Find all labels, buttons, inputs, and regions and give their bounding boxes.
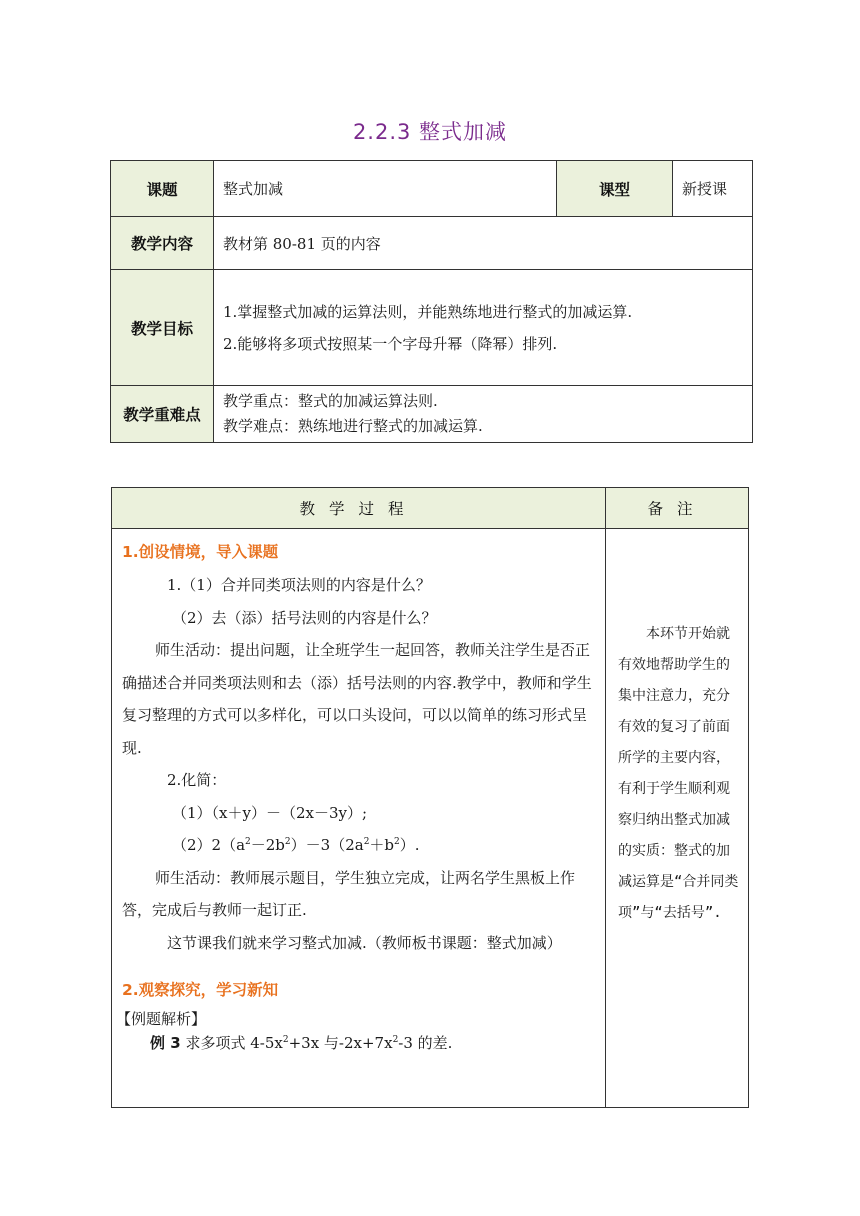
keys-cell [214, 386, 753, 443]
question-1: 1.（1）合并同类项法则的内容是什么？ [167, 576, 431, 594]
example-heading: 【例题解析】 [116, 1010, 207, 1028]
goals-cell [214, 270, 753, 386]
topic-label: 课题 [111, 161, 214, 217]
goals-label: 教学目标 [111, 270, 214, 386]
notes-cell [606, 529, 749, 1108]
note-text: 本环节开始就有效地帮助学生的集中注意力，充分有效的复习了前面所学的主要内容，有利于学生顺利观察归纳出整式加减的实质：整式的加减运算是“合并同类项”与“去括号”. [618, 626, 739, 921]
goal-1: 1.掌握整式加减的运算法则，并能熟练地进行整式的加减运算. [223, 302, 633, 321]
activity-2: 师生活动：教师展示题目，学生独立完成，让两名学生黑板上作答，完成后与教师一起订正. [122, 868, 576, 919]
notes-header: 备注 [606, 488, 749, 529]
teaching-process-table [111, 487, 749, 1108]
difficult-point: 教学难点：熟练地进行整式的加减运算. [223, 417, 483, 435]
type-value: 新授课 [673, 161, 753, 217]
section-2-title: 2.观察探究，学习新知 [122, 981, 279, 999]
page-title: 2.2.3 整式加减 [352, 120, 508, 144]
expression-1: （1）（x＋y）－（2x－3y）; [172, 803, 368, 822]
goal-2: 2.能够将多项式按照某一个字母升幂（降幂）排列. [223, 334, 558, 353]
key-point: 教学重点：整式的加减运算法则. [223, 392, 438, 410]
process-body [112, 529, 606, 1108]
example-3: 例 3 求多项式 $4-5x^2+3x$ 与$-2x+7x^2-3$ 的差. [150, 1034, 453, 1052]
expression-2: $(2)2(a^2-2b^2)-3(2a^2+b^2)$. [172, 836, 420, 854]
intro-text: 这节课我们就来学习整式加减.（教师板书课题：整式加减） [167, 933, 562, 952]
content-label: 教学内容 [111, 217, 214, 270]
content-value: 教材第 80-81 页的内容 [214, 217, 753, 270]
example-label: 例 3 [150, 1034, 181, 1052]
simplify-label: 2.化简： [167, 771, 227, 789]
lesson-info-table [110, 160, 753, 443]
process-header: 教学过程 [112, 488, 606, 529]
section-1-title: 1.创设情境，导入课题 [122, 543, 279, 561]
question-2: （2）去（添）括号法则的内容是什么？ [172, 608, 437, 627]
type-label: 课型 [557, 161, 673, 217]
topic-value: 整式加减 [214, 161, 557, 217]
activity-1: 师生活动：提出问题，让全班学生一起回答，教师关注学生是否正确描述合并同类项法则和去（添）括号法则的内容.教学中，教师和学生复习整理的方式可以多样化，可以口头设问，可以以简单的练习形式呈现. [122, 641, 592, 757]
keys-label: 教学重难点 [111, 386, 214, 443]
